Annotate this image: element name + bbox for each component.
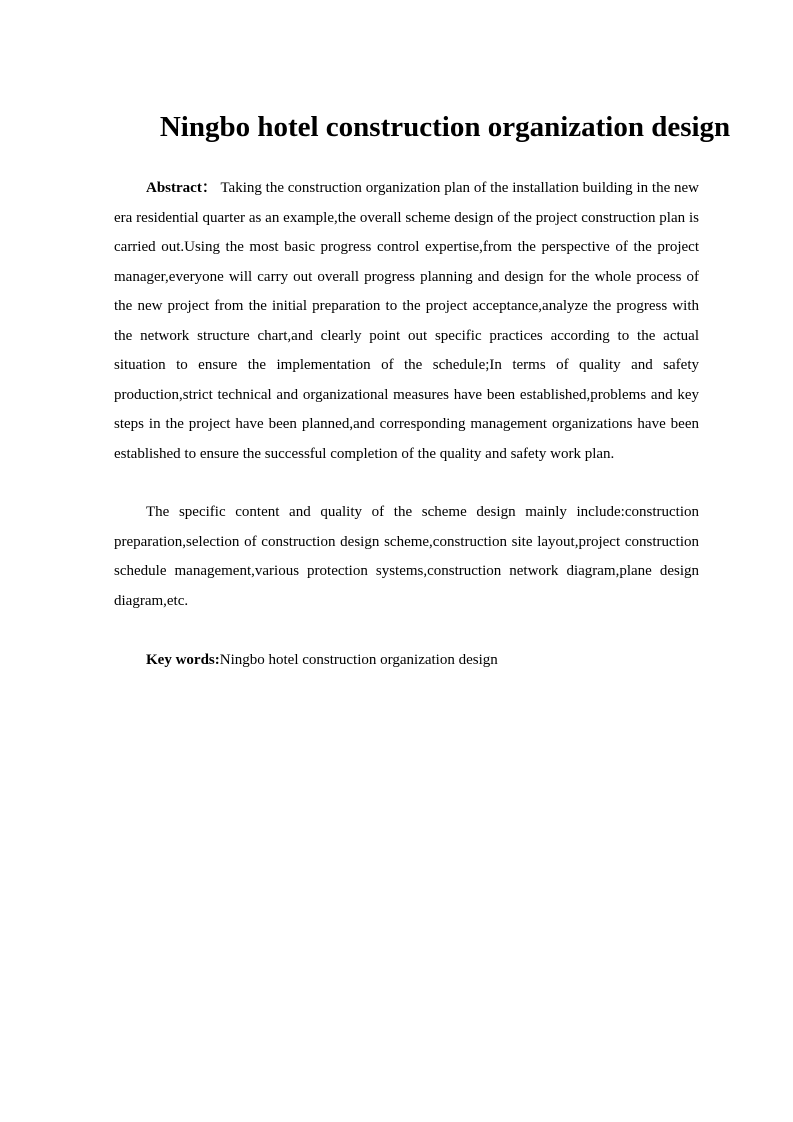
document-title: Ningbo hotel construction organization design	[159, 111, 731, 143]
keywords-label: Key words:	[146, 652, 220, 668]
content-text: The specific content and quality of the scheme design mainly include:construction preparation,selection of construction design scheme,construction site layout,project construction schedule management,various protection systems,construction network diagram,plane design diagram,etc.	[114, 504, 699, 609]
abstract-text: Taking the construction organization plan of the installation building in the new era residential quarter as an example,the overall scheme design of the project construction plan is carried out.Using the most basic progress control expertise,from the perspective of the project manager,everyone will carry out overall progress planning and design for the whole process of the new project from the initial preparation to the project acceptance,analyze the progress with the network structure chart,and clearly point out specific practices according to the actual situation to ensure the implementation of the schedule;In terms of quality and safety production,strict technical and organizational measures have been established,problems and key steps in the project have been planned,and corresponding management organizations have been established to ensure the successful completion of the quality and safety work plan.	[114, 180, 700, 462]
content-paragraph	[114, 498, 699, 616]
abstract-paragraph	[114, 174, 699, 469]
abstract-label: Abstract：	[146, 180, 217, 196]
keywords-text: Ningbo hotel construction organization design	[219, 652, 498, 668]
keywords-paragraph	[114, 646, 699, 676]
